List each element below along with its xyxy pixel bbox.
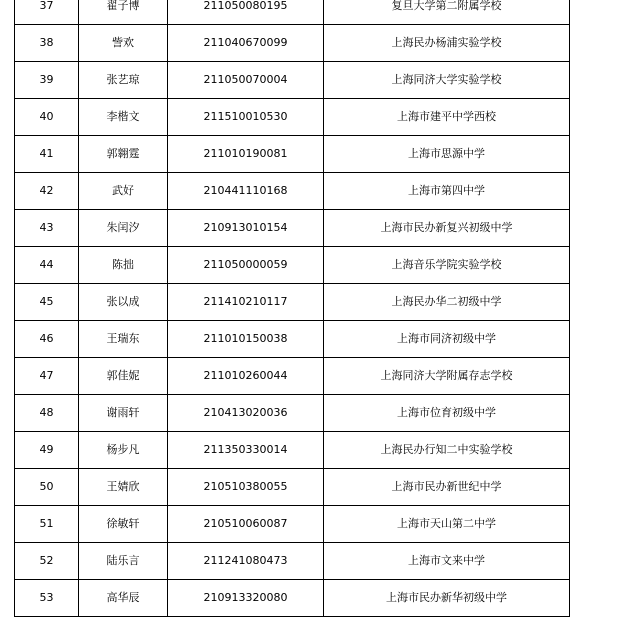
table-row [15,543,570,580]
table-row [15,136,570,173]
exam-id-cell: 211410210117 [168,284,324,321]
exam-id-cell: 211010190081 [168,136,324,173]
school-name-cell: 上海市建平中学西校 [324,99,570,136]
student-name-cell: 张艺琼 [79,62,168,99]
exam-id-cell: 211010150038 [168,321,324,358]
table-row [15,0,570,25]
school-name-cell: 上海市民办新华初级中学 [324,580,570,617]
row-number-cell: 45 [15,284,79,321]
table-row [15,173,570,210]
school-name-cell: 上海市民办新复兴初级中学 [324,210,570,247]
student-name-cell: 张以成 [79,284,168,321]
table-row [15,210,570,247]
school-name-cell: 上海市第四中学 [324,173,570,210]
row-number-cell: 43 [15,210,79,247]
student-name-cell: 李楷文 [79,99,168,136]
student-name-cell: 武好 [79,173,168,210]
spreadsheet-page [14,0,570,617]
table-row [15,99,570,136]
table-row [15,358,570,395]
row-number-cell: 46 [15,321,79,358]
row-number-cell: 40 [15,99,79,136]
school-name-cell: 上海市同济初级中学 [324,321,570,358]
row-number-cell: 51 [15,506,79,543]
table-row [15,284,570,321]
exam-id-cell: 210441110168 [168,173,324,210]
row-number-cell: 50 [15,469,79,506]
table-row [15,469,570,506]
table-row [15,432,570,469]
exam-id-cell: 211050080195 [168,0,324,25]
student-name-cell: 訾欢 [79,25,168,62]
school-name-cell: 上海民办杨浦实验学校 [324,25,570,62]
exam-id-cell: 211010260044 [168,358,324,395]
exam-id-cell: 210913320080 [168,580,324,617]
school-name-cell: 上海市思源中学 [324,136,570,173]
roster-body [15,0,570,617]
table-row [15,580,570,617]
table-row [15,25,570,62]
row-number-cell: 53 [15,580,79,617]
table-row [15,247,570,284]
student-name-cell: 郭翱霆 [79,136,168,173]
exam-id-cell: 211050000059 [168,247,324,284]
exam-id-cell: 210413020036 [168,395,324,432]
table-row [15,395,570,432]
school-name-cell: 上海音乐学院实验学校 [324,247,570,284]
student-name-cell: 杨步凡 [79,432,168,469]
student-name-cell: 朱闰汐 [79,210,168,247]
row-number-cell: 52 [15,543,79,580]
exam-id-cell: 211050070004 [168,62,324,99]
school-name-cell: 上海市位育初级中学 [324,395,570,432]
student-name-cell: 陈拙 [79,247,168,284]
row-number-cell: 47 [15,358,79,395]
row-number-cell: 42 [15,173,79,210]
school-name-cell: 上海同济大学实验学校 [324,62,570,99]
school-name-cell: 上海民办行知二中实验学校 [324,432,570,469]
exam-id-cell: 210510060087 [168,506,324,543]
student-name-cell: 谢雨轩 [79,395,168,432]
exam-id-cell: 211350330014 [168,432,324,469]
exam-id-cell: 210510380055 [168,469,324,506]
row-number-cell: 48 [15,395,79,432]
exam-id-cell: 211510010530 [168,99,324,136]
school-name-cell: 上海民办华二初级中学 [324,284,570,321]
row-number-cell: 41 [15,136,79,173]
school-name-cell: 上海市民办新世纪中学 [324,469,570,506]
student-name-cell: 高华辰 [79,580,168,617]
student-roster-table [14,0,570,617]
row-number-cell: 37 [15,0,79,25]
row-number-cell: 44 [15,247,79,284]
student-name-cell: 郭佳妮 [79,358,168,395]
row-number-cell: 38 [15,25,79,62]
table-row [15,62,570,99]
student-name-cell: 翟子博 [79,0,168,25]
row-number-cell: 39 [15,62,79,99]
student-name-cell: 徐敏轩 [79,506,168,543]
student-name-cell: 王婧欣 [79,469,168,506]
table-row [15,321,570,358]
school-name-cell: 上海同济大学附属存志学校 [324,358,570,395]
exam-id-cell: 210913010154 [168,210,324,247]
school-name-cell: 上海市文来中学 [324,543,570,580]
student-name-cell: 陆乐言 [79,543,168,580]
exam-id-cell: 211241080473 [168,543,324,580]
exam-id-cell: 211040670099 [168,25,324,62]
row-number-cell: 49 [15,432,79,469]
table-row [15,506,570,543]
student-name-cell: 王瑞东 [79,321,168,358]
school-name-cell: 复旦大学第二附属学校 [324,0,570,25]
school-name-cell: 上海市天山第二中学 [324,506,570,543]
